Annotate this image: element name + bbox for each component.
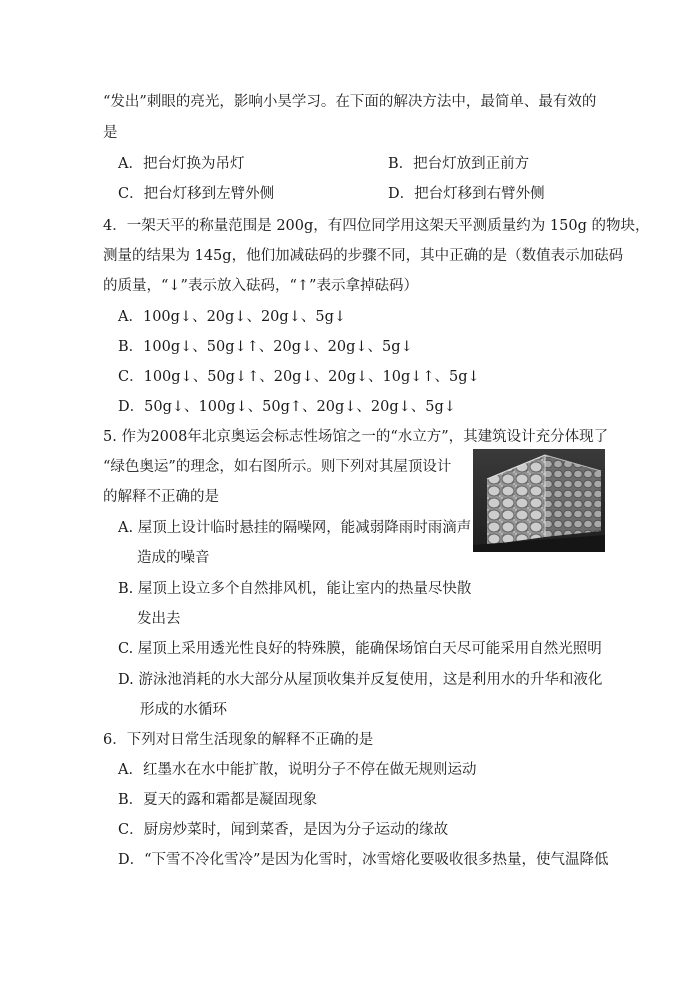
q6-option-b: B．夏天的露和霜都是凝固现象 [118, 792, 318, 808]
q4-stem-line2: 测量的结果为 145g，他们加减砝码的步骤不同，其中正确的是（数值表示加砝码 [103, 248, 624, 264]
q3-option-a: A．把台灯换为吊灯 [118, 156, 245, 172]
q5-option-d-line2: 形成的水循环 [140, 702, 227, 718]
q4-option-a: A．100g↓、20g↓、20g↓、5g↓ [118, 309, 346, 325]
q3-stem-line2: 是 [103, 125, 118, 141]
q3-option-c: C．把台灯移到左臂外侧 [118, 186, 275, 202]
q3-stem-line1: “发出”刺眼的亮光，影响小昊学习。在下面的解决方法中，最简单、最有效的 [103, 94, 597, 110]
water-cube-photo [473, 449, 605, 552]
q4-stem-line1: 4．一架天平的称量范围是 200g，有四位同学用这架天平测质量约为 150g 的物块， [103, 218, 650, 234]
q4-option-d: D．50g↓、100g↓、50g↑、20g↓、20g↓、5g↓ [118, 399, 456, 415]
q3-option-b: B．把台灯放到正前方 [388, 156, 530, 172]
q6-option-d: D．“下雪不冷化雪冷”是因为化雪时，冰雪熔化要吸收很多热量，使气温降低 [118, 852, 609, 868]
q6-option-c: C．厨房炒菜时，闻到菜香，是因为分子运动的缘故 [118, 822, 449, 838]
q5-stem-line2: “绿色奥运”的理念，如右图所示。则下列对其屋顶设计 [103, 459, 452, 475]
q5-option-d-line1: D. 游泳池消耗的水大部分从屋顶收集并反复使用，这是利用水的升华和液化 [118, 672, 603, 688]
q5-stem-line3: 的解释不正确的是 [103, 489, 219, 505]
q6-option-a: A．红墨水在水中能扩散，说明分子不停在做无规则运动 [118, 762, 477, 778]
q5-option-a-line2: 造成的噪音 [137, 550, 210, 566]
q4-stem-line3: 的质量，“↓”表示放入砝码，“↑”表示拿掉砝码） [103, 278, 418, 294]
q5-option-a-line1: A. 屋顶上设计临时悬挂的隔噪网，能减弱降雨时雨滴声 [118, 520, 472, 536]
q5-option-b-line2: 发出去 [137, 611, 181, 627]
q4-option-b: B．100g↓、50g↓↑、20g↓、20g↓、5g↓ [118, 339, 413, 355]
q6-stem: 6．下列对日常生活现象的解释不正确的是 [103, 732, 374, 748]
q3-option-d: D．把台灯移到右臂外侧 [388, 186, 545, 202]
q5-option-c: C. 屋顶上采用透光性良好的特殊膜，能确保场馆白天尽可能采用自然光照明 [118, 641, 602, 657]
q5-option-b-line1: B. 屋顶上设立多个自然排风机，能让室内的热量尽快散 [118, 581, 472, 597]
q4-option-c: C．100g↓、50g↓↑、20g↓、20g↓、10g↓↑、5g↓ [118, 369, 480, 385]
q5-stem-line1: 5. 作为2008年北京奥运会标志性场馆之一的“水立方”，其建筑设计充分体现了 [103, 429, 609, 445]
